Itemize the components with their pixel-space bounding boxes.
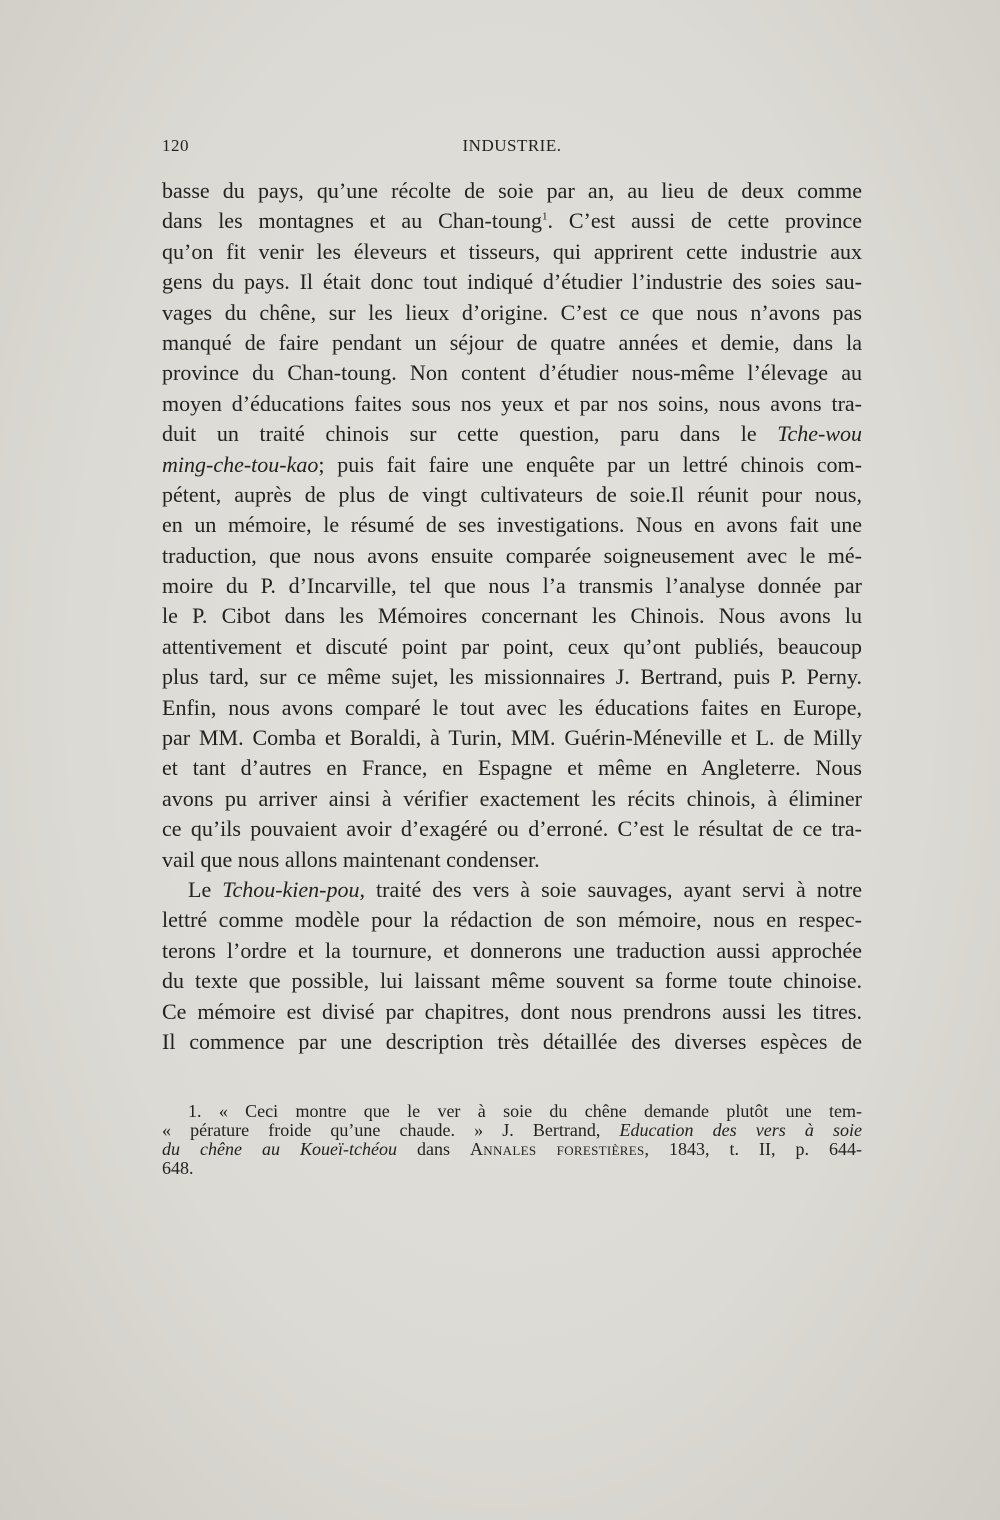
text-fragment: dans	[396, 1140, 470, 1159]
text-line: vail que nous allons maintenant condenser.	[162, 846, 540, 872]
footnote	[162, 1102, 862, 1178]
text-line: Enfin, nous avons comparé le tout avec les éducations faites en Europe,	[162, 694, 862, 720]
page-header	[162, 136, 862, 162]
footnote-line	[162, 1121, 862, 1140]
text-line: en un mémoire, le résumé de ses investigations. Nous en avons fait une	[162, 512, 862, 538]
text-line: le P. Cibot dans les Mémoires concernant les Chinois. Nous avons lu	[162, 603, 862, 629]
text-line: moire du P. d’Incarville, tel que nous l’a transmis l’analyse donnée par	[162, 573, 862, 599]
text-line: du texte que possible, lui laissant même souvent sa forme toute chinoise.	[162, 968, 862, 994]
text-line: pétent, auprès de plus de vingt cultivateurs de soie.Il réunit pour nous,	[162, 481, 862, 507]
text-line: avons pu arriver ainsi à vérifier exactement les récits chinois, à éliminer	[162, 785, 862, 811]
paragraph-1	[162, 176, 862, 875]
text-fragment: Le	[188, 876, 223, 902]
text-fragment: ; puis fait faire une enquête par un lettré chinois com-	[318, 451, 862, 477]
text-line: attentivement et discuté point par point, ceux qu’ont publiés, beaucoup	[162, 633, 862, 659]
cited-title: Education des vers à soie	[619, 1121, 862, 1140]
book-title: Tche-wou	[777, 421, 862, 447]
book-title: ming-che-tou-kao	[162, 451, 319, 477]
text-line: plus tard, sur ce même sujet, les missionnaires J. Bertrand, puis P. Perny.	[162, 664, 862, 690]
text-line: lettré comme modèle pour la rédaction de son mémoire, nous en respec-	[162, 907, 862, 933]
text-fragment: , 1843, t. II, p. 644-	[644, 1140, 862, 1159]
text-fragment: duit un traité chinois sur cette question, paru dans le	[162, 421, 778, 447]
text-fragment: traité des vers à soie sauvages, ayant servi à notre	[365, 876, 862, 902]
text-line	[162, 875, 862, 905]
text-line	[162, 206, 862, 236]
text-line: Ce mémoire est divisé par chapitres, dont nous prendrons aussi les titres.	[162, 998, 862, 1024]
text-line: qu’on fit venir les éleveurs et tisseurs, qui apprirent cette industrie aux	[162, 238, 862, 264]
text-line	[162, 419, 862, 449]
page-number: 120	[162, 136, 189, 155]
journal-name: Annales forestières	[469, 1140, 645, 1159]
running-head: INDUSTRIE.	[462, 136, 562, 155]
text-line: ce qu’ils pouvaient avoir d’exagéré ou d’erroné. C’est le résultat de ce tra-	[162, 816, 862, 842]
paragraph-2	[162, 875, 862, 1057]
text-line: moyen d’éducations faites sous nos yeux et par nos soins, nous avons tra-	[162, 390, 862, 416]
text-line: traduction, que nous avons ensuite comparée soigneusement avec le mé-	[162, 542, 862, 568]
cited-title: du chêne au Koueï-tchéou	[162, 1140, 397, 1159]
text-line: par MM. Comba et Boraldi, à Turin, MM. Guérin-Méneville et L. de Milly	[162, 725, 862, 751]
footnote-reference: 1	[541, 211, 548, 224]
text-line: terons l’ordre et la tournure, et donnerons une traduction aussi approchée	[162, 937, 862, 963]
text-line: province du Chan-toung. Non content d’étudier nous-même l’élevage au	[162, 360, 862, 386]
footnote-line: 648.	[162, 1159, 194, 1178]
text-line: vages du chêne, sur les lieux d’origine. C’est ce que nous n’avons pas	[162, 299, 862, 325]
body-text	[162, 176, 862, 1057]
book-title: Tchou-kien-pou,	[222, 876, 366, 902]
text-line: gens du pays. Il était donc tout indiqué d’étudier l’industrie des soies sau-	[162, 269, 862, 295]
footnote-line	[162, 1140, 862, 1159]
text-line: et tant d’autres en France, en Espagne et même en Angleterre. Nous	[162, 755, 862, 781]
text-fragment: dans les montagnes et au Chan-toung	[162, 208, 542, 234]
footnote-line: 1. « Ceci montre que le ver à soie du chêne demande plutôt une tem-	[188, 1102, 862, 1121]
text-line: Il commence par une description très détaillée des diverses espèces de	[162, 1028, 862, 1054]
text-fragment: . C’est aussi de cette province	[547, 208, 862, 234]
text-line: basse du pays, qu’une récolte de soie par an, au lieu de deux comme	[162, 178, 862, 203]
text-line	[162, 450, 862, 480]
text-line: manqué de faire pendant un séjour de quatre années et demie, dans la	[162, 329, 862, 355]
text-fragment: « pérature froide qu’une chaude. » J. Bertrand,	[162, 1121, 620, 1140]
